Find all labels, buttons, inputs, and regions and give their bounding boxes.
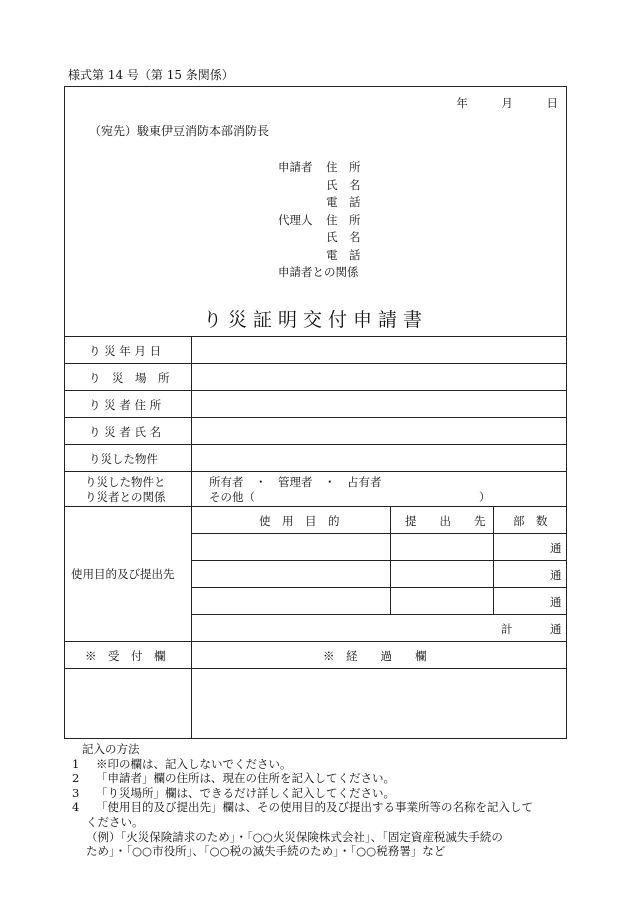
instruction-item: 2 「申請者」欄の住所は、現在の住所を記入してください。: [72, 771, 395, 786]
divider: [65, 641, 566, 642]
copies-unit-3[interactable]: 通: [550, 595, 562, 609]
applicant-phone-row[interactable]: 電 話: [326, 195, 361, 209]
applicant-address-row[interactable]: 申請者 住 所: [278, 160, 361, 174]
purpose-field-2[interactable]: [192, 561, 389, 587]
relation-other-close: ）: [479, 490, 491, 504]
property-relation-label-1: り災した物件と: [85, 475, 166, 489]
reception-field: [66, 669, 190, 738]
fire-date-label: り 災 年 月 日: [89, 344, 162, 358]
purpose-field-3[interactable]: [192, 588, 389, 614]
form-title: り災証明交付申請書: [202, 309, 428, 331]
agent-phone-row[interactable]: 電 話: [326, 247, 361, 262]
purpose-header: 使 用 目 的: [259, 514, 340, 528]
relation-other[interactable]: その他（: [209, 490, 255, 504]
agent-address-row[interactable]: 代理人 住 所: [278, 212, 361, 227]
damaged-property-label: り災した物件: [89, 452, 158, 466]
day-label: 日: [546, 96, 558, 110]
instruction-item: 1 ※印の欄は、記入しないでください。: [72, 756, 292, 771]
year-label: 年: [456, 96, 468, 110]
reception-header: ※ 受 付 欄: [85, 649, 166, 663]
purpose-field-1[interactable]: [192, 534, 389, 560]
date-field[interactable]: [426, 95, 558, 111]
instruction-item: 4 「使用目的及び提出先」欄は、その使用目的及び提出する事業所等の名称を記入して: [72, 800, 533, 815]
instructions: [72, 742, 533, 859]
destination-field-2[interactable]: [391, 561, 492, 587]
instructions-heading: 記入の方法: [82, 742, 140, 756]
agent-name-row[interactable]: 氏 名: [326, 230, 361, 244]
progress-header: ※ 経 過 欄: [323, 649, 427, 663]
copies-unit-1[interactable]: 通: [550, 541, 562, 555]
divider: [65, 471, 566, 472]
destination-header: 提 出 先: [405, 514, 486, 528]
fire-place-label: り 災 場 所: [89, 371, 170, 385]
instruction-example: ため」・「○○市役所」、「○○税の滅失手続のため」・「○○税務署」など: [86, 844, 446, 859]
divider: [191, 614, 566, 615]
copies-header: 部 数: [513, 514, 548, 528]
victim-name-label: り 災 者 氏 名: [89, 425, 162, 439]
victim-address-field[interactable]: [192, 391, 566, 417]
applicant-name-row[interactable]: 氏 名: [326, 177, 361, 192]
total-unit[interactable]: 通: [550, 622, 562, 636]
victim-name-field[interactable]: [192, 418, 566, 444]
copies-unit-2[interactable]: 通: [550, 568, 562, 582]
form-number: 様式第 14 号（第 15 条関係）: [68, 68, 234, 82]
damaged-property-field[interactable]: [192, 445, 566, 471]
fire-place-field[interactable]: [192, 364, 566, 390]
divider: [65, 506, 566, 507]
instruction-example: （例）「火災保険請求のため」・「○○火災保険株式会社」、「固定資産税滅失手続の: [86, 829, 503, 844]
destination-field-3[interactable]: [391, 588, 492, 614]
victim-address-label: り 災 者 住 所: [89, 398, 162, 412]
fire-date-field[interactable]: [192, 337, 566, 363]
divider: [493, 506, 494, 614]
progress-field: [192, 669, 566, 738]
usage-label: 使用目的及び提出先: [71, 567, 175, 581]
applicant-block: [278, 159, 374, 282]
month-label: 月: [501, 96, 513, 110]
relation-options[interactable]: 所有者 ・ 管理者 ・ 占有者: [209, 475, 382, 489]
application-form: [64, 86, 567, 739]
instruction-item: 3 「り災場所」欄は、できるだけ詳しく記入してください。: [72, 785, 395, 800]
destination-field-1[interactable]: [391, 534, 492, 560]
total-label: 計: [501, 622, 513, 636]
addressee: （宛先）駿東伊豆消防本部消防長: [89, 124, 270, 138]
instruction-continuation: ください。: [86, 814, 144, 829]
relation-to-applicant-row[interactable]: 申請者との関係: [278, 265, 359, 279]
property-relation-label-2: り災者との関係: [85, 490, 166, 504]
